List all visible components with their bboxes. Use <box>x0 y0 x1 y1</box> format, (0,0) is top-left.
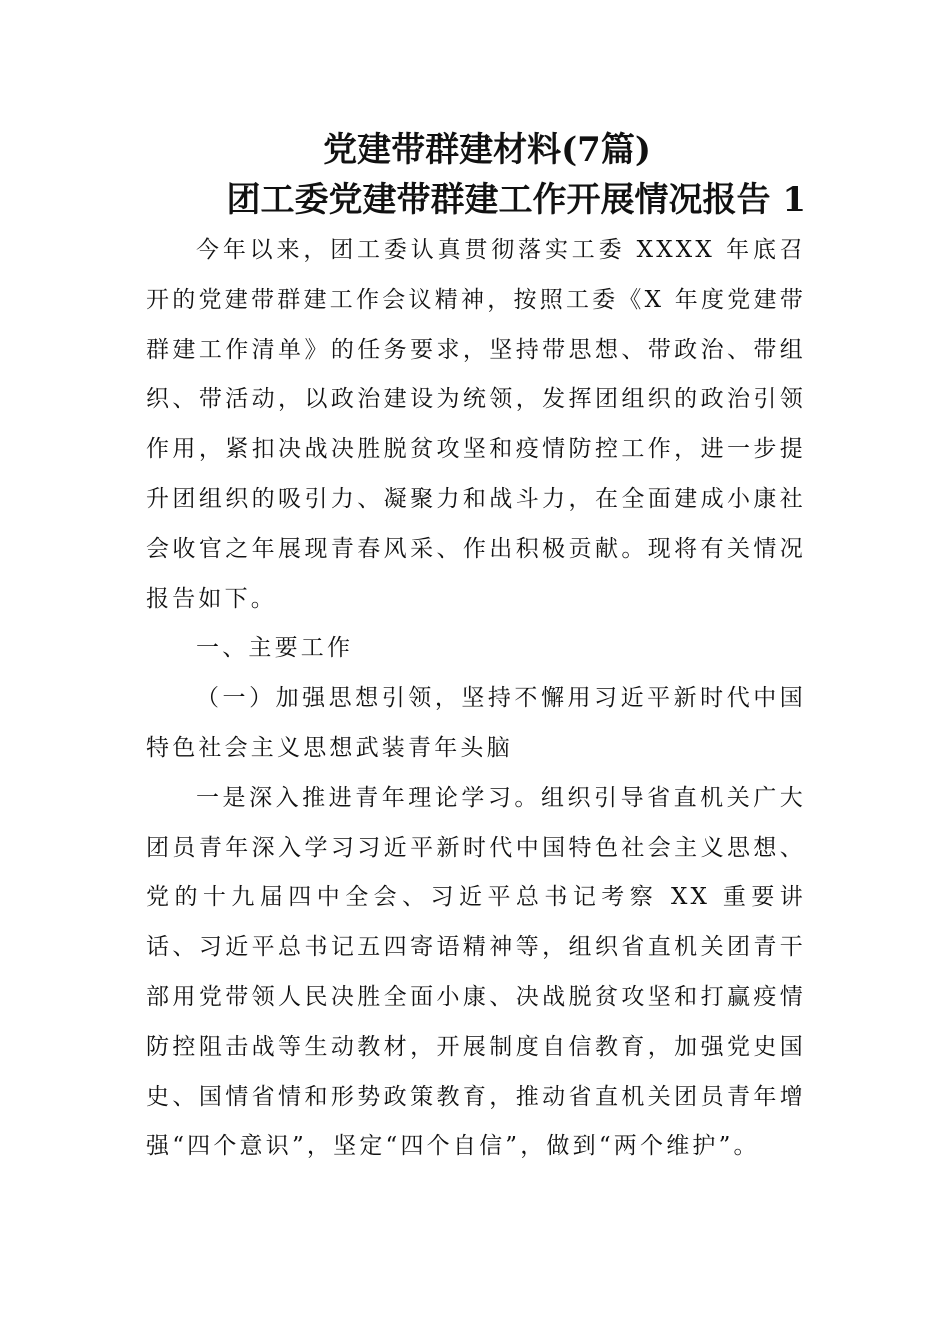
paragraph-theory-study: 一是深入推进青年理论学习。组织引导省直机关广大团员青年深入学习习近平新时代中国特色社会主义思想、党的十九届四中全会、习近平总书记考察 XX 重要讲话、习近平总书记五四寄语精神等，组织省直机关团青干部用党带领人民决胜全面小康、决战脱贫攻坚和打赢疫情防控阻击战等生动教材，开展制度自信教育，加强党史国史、国情省情和形势政策教育，推动省直机关团员青年增强“四个意识”，坚定“四个自信”，做到“两个维护”。 <box>146 784 806 1160</box>
document-title: 党建带群建材料(7篇) <box>323 130 651 170</box>
document-body <box>146 226 806 1172</box>
paragraph-intro: 今年以来，团工委认真贯彻落实工委 XXXX 年底召开的党建带群建工作会议精神，按照工委《X 年度党建带群建工作清单》的任务要求，坚持带思想、带政治、带组织、带活动，以政治建设为统领，发挥团组织的政治引领作用，紧扣决战决胜脱贫攻坚和疫情防控工作，进一步提升团组织的吸引力、凝聚力和战斗力，在全面建成小康社会收官之年展现青春风采、作出积极贡献。现将有关情况报告如下。 <box>146 237 806 612</box>
document-page <box>146 126 806 1172</box>
document-subtitle: 团工委党建带群建工作开展情况报告 1 <box>226 180 806 220</box>
subsection-heading: （一）加强思想引领，坚持不懈用习近平新时代中国特色社会主义思想武装青年头脑 <box>146 685 806 761</box>
section-heading: 一、主要工作 <box>196 635 354 662</box>
